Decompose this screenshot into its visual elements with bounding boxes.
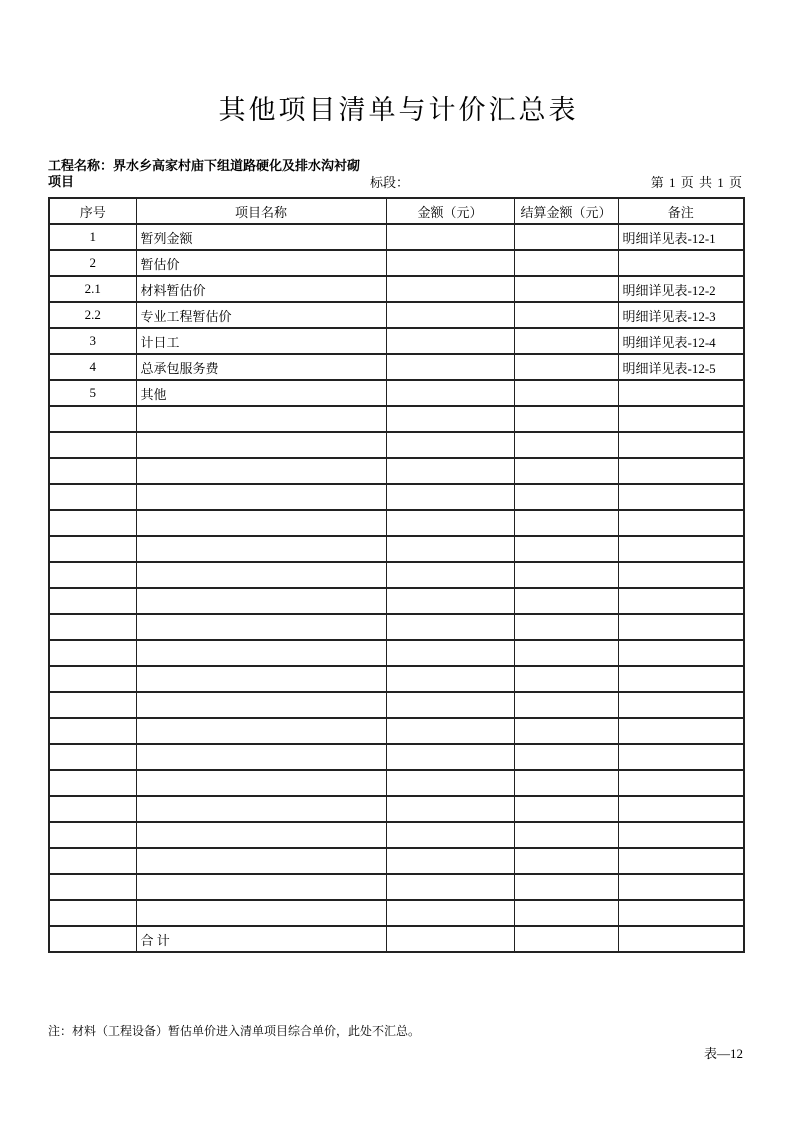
cell-name [136,536,386,562]
table-row [49,380,744,406]
table-body [49,224,744,952]
cell-no: 3 [49,328,136,354]
cell-amount [386,926,514,952]
cell-settlement [514,510,618,536]
section-label: 标段： [370,175,410,190]
cell-amount [386,718,514,744]
cell-no: 4 [49,354,136,380]
cell-remark [618,900,744,926]
empty-row [49,536,744,562]
cell-settlement [514,926,618,952]
cell-name [136,432,386,458]
cell-name [136,900,386,926]
cell-name [136,458,386,484]
cell-no [49,640,136,666]
cell-remark [618,692,744,718]
cell-amount [386,562,514,588]
cell-settlement [514,328,618,354]
cell-amount [386,848,514,874]
table-header-row [49,198,744,224]
empty-row [49,796,744,822]
header-settlement-amount: 结算金额（元） [514,198,618,224]
cell-name [136,406,386,432]
project-name-value: 界水乡高家村庙下组道路硬化及排水沟衬砌项目 [48,158,361,189]
cell-name [136,874,386,900]
cell-amount [386,744,514,770]
cell-no [49,614,136,640]
cell-settlement [514,458,618,484]
page-title: 其他项目清单与计价汇总表 [218,95,579,125]
cell-name [136,484,386,510]
empty-row [49,432,744,458]
empty-row [49,900,744,926]
cell-no [49,874,136,900]
cell-no [49,770,136,796]
cell-remark [618,926,744,952]
cell-settlement [514,874,618,900]
cell-name [136,848,386,874]
cell-no [49,926,136,952]
cell-no: 5 [49,380,136,406]
cell-remark [618,874,744,900]
cell-name: 暂估价 [136,250,386,276]
cell-name [136,718,386,744]
cell-remark: 明细详见表-12-4 [618,328,744,354]
page-number-info: 第 1 页 共 1 页 [650,175,743,190]
empty-row [49,848,744,874]
cell-settlement [514,770,618,796]
cell-remark: 明细详见表-12-1 [618,224,744,250]
cell-settlement [514,796,618,822]
empty-row [49,874,744,900]
cell-name [136,822,386,848]
project-name-label: 工程名称： [48,158,114,173]
cell-remark: 明细详见表-12-3 [618,302,744,328]
summary-table [48,197,745,953]
cell-no: 1 [49,224,136,250]
empty-row [49,562,744,588]
cell-remark [618,744,744,770]
cell-name: 材料暂估价 [136,276,386,302]
empty-row [49,640,744,666]
cell-settlement [514,588,618,614]
cell-no [49,848,136,874]
cell-remark: 明细详见表-12-5 [618,354,744,380]
total-row [49,926,744,952]
empty-row [49,666,744,692]
cell-settlement [514,302,618,328]
table-row [49,224,744,250]
cell-name: 合 计 [136,926,386,952]
empty-row [49,718,744,744]
cell-no: 2.1 [49,276,136,302]
cell-amount [386,276,514,302]
cell-amount [386,328,514,354]
table-row [49,328,744,354]
cell-amount [386,432,514,458]
cell-settlement [514,406,618,432]
cell-remark [618,614,744,640]
cell-amount [386,250,514,276]
cell-amount [386,588,514,614]
cell-remark [618,432,744,458]
cell-no [49,900,136,926]
empty-row [49,588,744,614]
cell-name [136,562,386,588]
empty-row [49,744,744,770]
cell-name [136,640,386,666]
cell-remark [618,380,744,406]
cell-remark [618,822,744,848]
table-row [49,276,744,302]
cell-settlement [514,692,618,718]
cell-no [49,588,136,614]
table-tag: 表—12 [703,1046,743,1061]
cell-remark [618,484,744,510]
cell-remark [618,458,744,484]
cell-amount [386,614,514,640]
header-no: 序号 [49,198,136,224]
cell-settlement [514,536,618,562]
cell-no [49,666,136,692]
project-name [48,158,372,190]
cell-amount [386,796,514,822]
cell-settlement [514,380,618,406]
cell-settlement [514,900,618,926]
cell-name [136,588,386,614]
cell-settlement [514,432,618,458]
cell-settlement [514,250,618,276]
cell-remark [618,250,744,276]
cell-amount [386,874,514,900]
cell-settlement [514,224,618,250]
cell-amount [386,900,514,926]
cell-amount [386,380,514,406]
empty-row [49,484,744,510]
cell-remark [618,718,744,744]
cell-no [49,536,136,562]
cell-amount [386,692,514,718]
table-row [49,354,744,380]
cell-settlement [514,354,618,380]
cell-name [136,510,386,536]
cell-remark [618,796,744,822]
cell-amount [386,666,514,692]
cell-amount [386,354,514,380]
empty-row [49,406,744,432]
header-item-name: 项目名称 [136,198,386,224]
cell-no [49,796,136,822]
cell-remark [618,640,744,666]
cell-settlement [514,640,618,666]
cell-no [49,692,136,718]
cell-amount [386,224,514,250]
cell-name [136,744,386,770]
cell-remark [618,406,744,432]
cell-no [49,744,136,770]
cell-remark [618,588,744,614]
header-amount: 金额（元） [386,198,514,224]
cell-settlement [514,484,618,510]
cell-remark [618,562,744,588]
cell-settlement [514,822,618,848]
cell-no: 2 [49,250,136,276]
cell-settlement [514,562,618,588]
table-row [49,302,744,328]
empty-row [49,458,744,484]
cell-settlement [514,848,618,874]
cell-no [49,484,136,510]
cell-amount [386,536,514,562]
cell-no [49,432,136,458]
cell-name [136,770,386,796]
cell-name: 计日工 [136,328,386,354]
cell-amount [386,406,514,432]
cell-no [49,562,136,588]
cell-amount [386,458,514,484]
empty-row [49,822,744,848]
document-meta [48,158,743,196]
cell-name [136,614,386,640]
cell-amount [386,484,514,510]
cell-no [49,718,136,744]
cell-settlement [514,666,618,692]
footnote: 注：材料（工程设备）暂估单价进入清单项目综合单价，此处不汇总。 [48,1024,421,1038]
header-remark: 备注 [618,198,744,224]
empty-row [49,510,744,536]
cell-amount [386,302,514,328]
cell-no [49,406,136,432]
cell-remark [618,666,744,692]
empty-row [49,770,744,796]
cell-settlement [514,718,618,744]
cell-remark [618,848,744,874]
cell-no: 2.2 [49,302,136,328]
cell-no [49,458,136,484]
cell-no [49,510,136,536]
cell-settlement [514,276,618,302]
empty-row [49,692,744,718]
cell-name [136,692,386,718]
cell-settlement [514,744,618,770]
empty-row [49,614,744,640]
cell-remark [618,510,744,536]
cell-name: 专业工程暂估价 [136,302,386,328]
cell-name [136,796,386,822]
cell-name: 其他 [136,380,386,406]
cell-amount [386,640,514,666]
cell-no [49,822,136,848]
cell-name [136,666,386,692]
cell-remark [618,536,744,562]
cell-name: 暂列金额 [136,224,386,250]
cell-remark: 明细详见表-12-2 [618,276,744,302]
cell-amount [386,510,514,536]
cell-settlement [514,614,618,640]
cell-amount [386,822,514,848]
cell-amount [386,770,514,796]
cell-remark [618,770,744,796]
cell-name: 总承包服务费 [136,354,386,380]
table-row [49,250,744,276]
